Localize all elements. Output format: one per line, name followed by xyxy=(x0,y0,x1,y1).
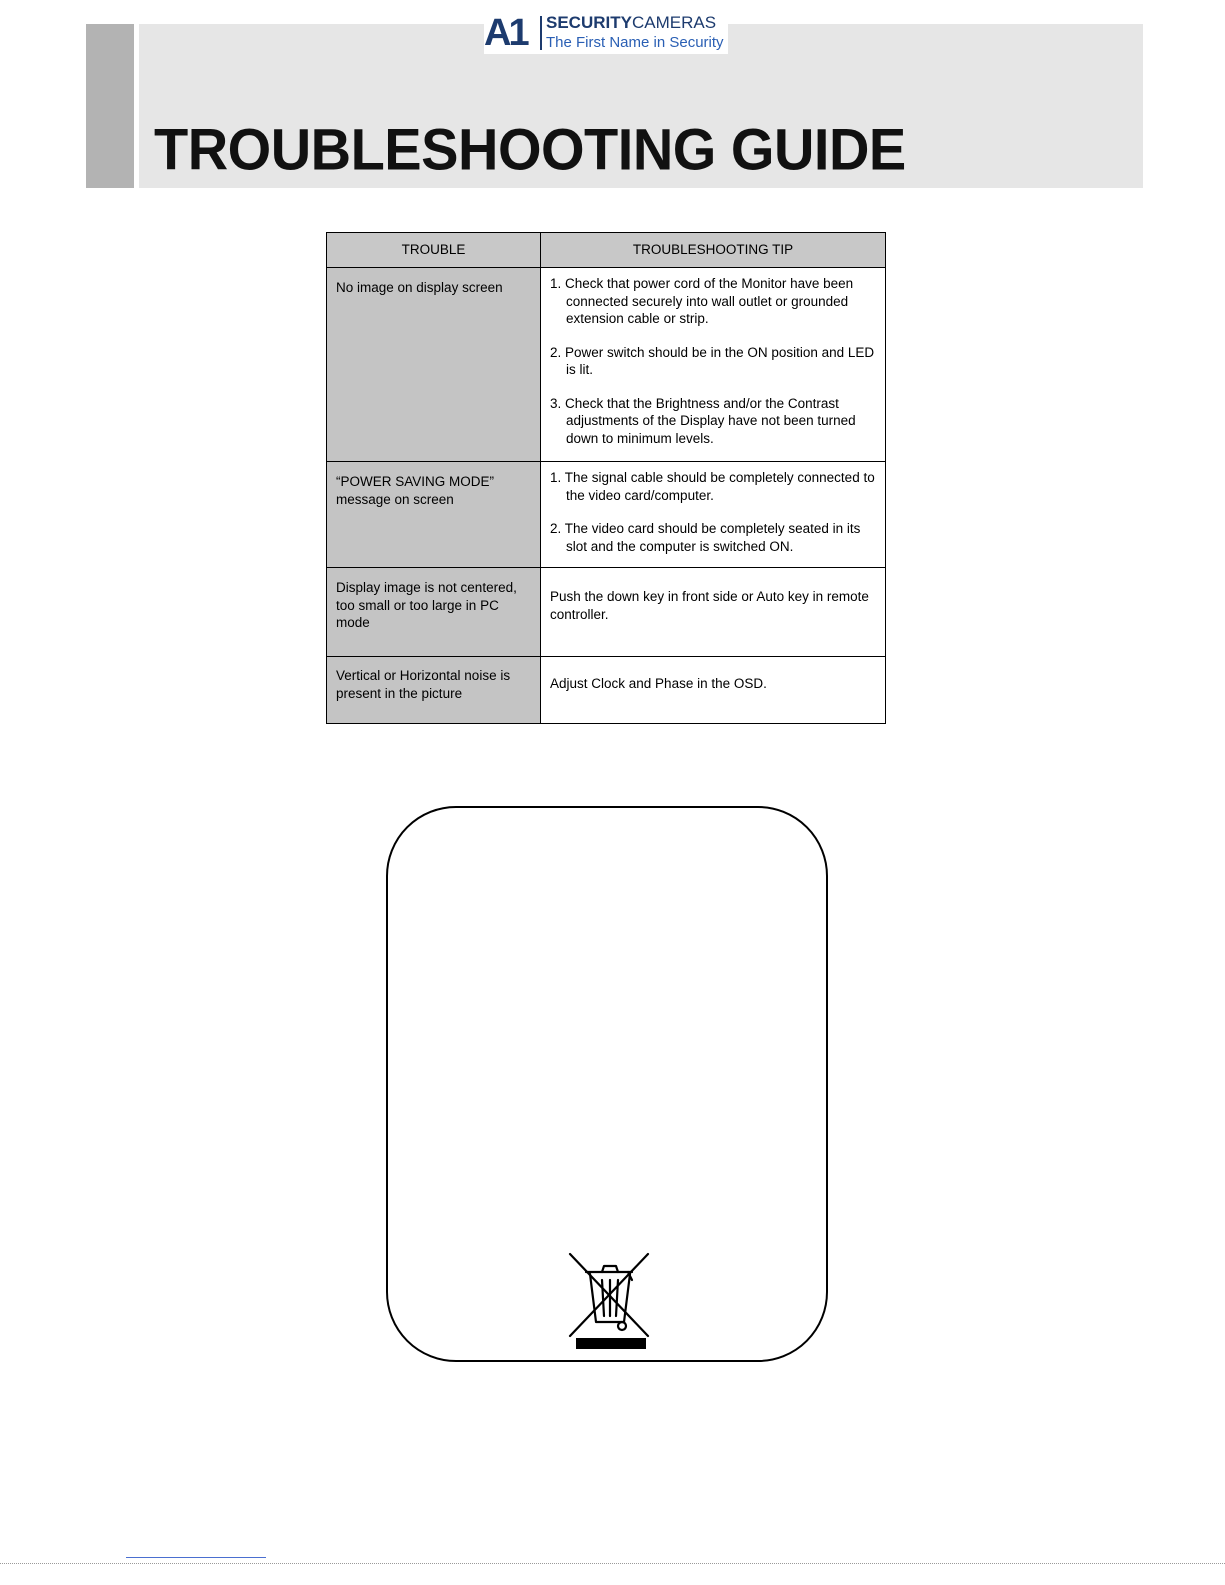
trouble-cell: No image on display screen xyxy=(327,268,541,462)
trouble-cell: Display image is not centered, too small or too large in PC mode xyxy=(327,568,541,657)
header-tip: TROUBLESHOOTING TIP xyxy=(541,233,886,268)
tip-item: 1. Check that power cord of the Monitor have been connected securely into wall outlet or grounded extension cable or strip. xyxy=(550,276,854,326)
tip-item: 2. Power switch should be in the ON position and LED is lit. xyxy=(550,344,875,377)
table-row xyxy=(327,268,886,462)
footer-divider xyxy=(0,1563,1225,1564)
tip-item: Adjust Clock and Phase in the OSD. xyxy=(550,676,767,691)
logo-brand-bold: SECURITY xyxy=(546,13,632,32)
tip-cell xyxy=(541,568,886,657)
tip-item: 1. The signal cable should be completely connected to the video card/computer. xyxy=(550,470,875,503)
header-stripe xyxy=(86,24,134,188)
footer-link-underline xyxy=(126,1557,266,1558)
tip-cell xyxy=(541,462,886,568)
company-logo xyxy=(484,12,728,54)
logo-tagline: The First Name in Security xyxy=(546,34,724,51)
tip-cell xyxy=(541,657,886,724)
logo-mark: A1 xyxy=(484,12,527,54)
page-title: TROUBLESHOOTING GUIDE xyxy=(154,116,906,183)
trouble-cell: “POWER SAVING MODE” message on screen xyxy=(327,462,541,568)
tip-cell xyxy=(541,268,886,462)
table-row xyxy=(327,462,886,568)
table-header-row xyxy=(327,233,886,268)
trouble-cell: Vertical or Horizontal noise is present in the picture xyxy=(327,657,541,724)
tip-item: Push the down key in front side or Auto key in remote controller. xyxy=(550,589,869,622)
troubleshooting-table xyxy=(326,232,886,724)
table-row xyxy=(327,568,886,657)
tip-item: 2. The video card should be completely seated in its slot and the computer is switched ON. xyxy=(550,521,861,554)
crossed-out-wheelie-bin-icon xyxy=(566,1250,652,1350)
tip-item: 3. Check that the Brightness and/or the Contrast adjustments of the Display have not been turned down to minimum levels. xyxy=(550,395,856,446)
table-row xyxy=(327,657,886,724)
logo-brand-name xyxy=(546,13,716,33)
logo-brand-rest: CAMERAS xyxy=(631,13,717,32)
header-trouble: TROUBLE xyxy=(327,233,541,268)
logo-divider xyxy=(540,16,542,50)
